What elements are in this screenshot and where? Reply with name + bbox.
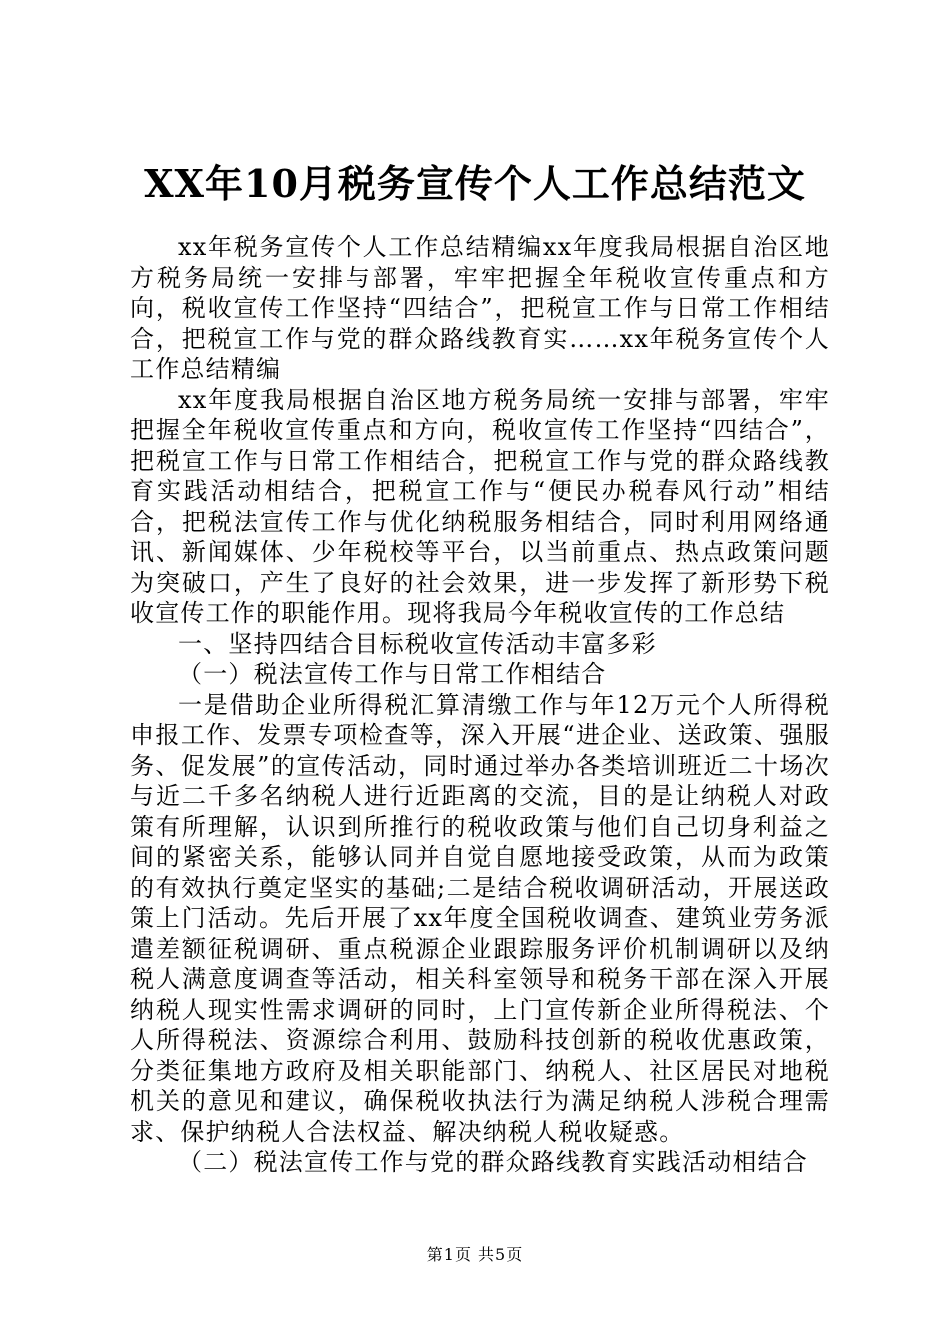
page-footer: 第1页 共5页 [426, 1245, 524, 1264]
document-title: XX年10月税务宣传个人工作总结范文 [144, 161, 806, 206]
section-heading-1: 一、坚持四结合目标税收宣传活动丰富多彩 [178, 629, 657, 658]
paragraph-body: 一是借助企业所得税汇算清缴工作与年12万元个人所得税申报工作、发票专项检查等，深入开展“进企业、送政策、强服务、促发展”的宣传活动，同时通过举办各类培训班近二十场次与近二千多名纳税人进行近距离的交流，目的是让纳税人对政策有所理解，认识到所推行的税收政策与他们自己切身利益之间的紧密关系，能够认同并自觉自愿地接受政策，从而为政策的有效执行奠定坚实的基础;二是结合税收调研活动，开展送政策上门活动。先后开展了xx年度全国税收调查、建筑业劳务派遣差额征税调研、重点税源企业跟踪服务评价机制调研以及纳税人满意度调查等活动，相关科室领导和税务干部在深入开展纳税人现实性需求调研的同时，上门宣传新企业所得税法、个人所得税法、资源综合利用、鼓励科技创新的税收优惠政策，分类征集地方政府及相关职能部门、纳税人、社区居民对地税机关的意见和建议，确保税收执法行为满足纳税人涉税合理需求、保护纳税人合法权益、解决纳税人税收疑惑。 [130, 690, 830, 1146]
subsection-heading-1: （一）税法宣传工作与日常工作相结合 [178, 660, 607, 688]
document-body [130, 232, 830, 1178]
subsection-heading-2: （二）税法宣传工作与党的群众路线教育实践活动相结合 [178, 1148, 808, 1176]
paragraph-summary: xx年税务宣传个人工作总结精编xx年度我局根据自治区地方税务局统一安排与部署，牢牢把握全年税收宣传重点和方向，税收宣传工作坚持“四结合”，把税宣工作与日常工作相结合，把税宣工作与党的群众路线教育实……xx年税务宣传个人工作总结精编 [130, 233, 830, 383]
paragraph-intro: xx年度我局根据自治区地方税务局统一安排与部署，牢牢把握全年税收宣传重点和方向，税收宣传工作坚持“四结合”，把税宣工作与日常工作相结合，把税宣工作与党的群众路线教育实践活动相结合，把税宣工作与“便民办税春风行动”相结合，把税法宣传工作与优化纳税服务相结合，同时利用网络通讯、新闻媒体、少年税校等平台，以当前重点、热点政策问题为突破口，产生了良好的社会效果，进一步发挥了新形势下税收宣传工作的职能作用。现将我局今年税收宣传的工作总结 [130, 385, 830, 627]
